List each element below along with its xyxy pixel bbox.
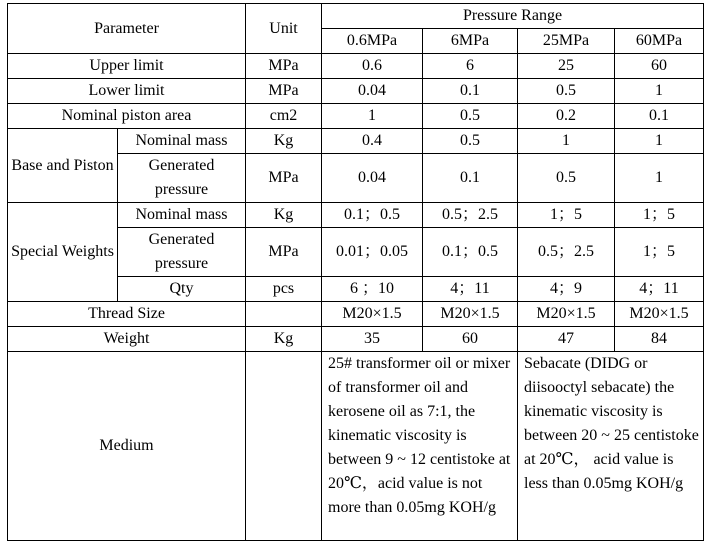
cell-value: 0.04 — [322, 79, 423, 104]
cell-value: 1 — [615, 129, 704, 154]
row-label: Upper limit — [8, 54, 246, 79]
row-label: Generated pressure — [118, 154, 246, 203]
row-unit: MPa — [246, 228, 322, 277]
cell-value: M20×1.5 — [615, 302, 704, 327]
row-base-nominal-mass — [8, 129, 704, 154]
header-range-60mpa: 60MPa — [615, 29, 704, 54]
cell-value: 35 — [322, 327, 423, 352]
row-weight — [8, 327, 704, 352]
row-label: Nominal mass — [118, 129, 246, 154]
cell-value: 4；11 — [615, 277, 704, 302]
cell-value: 6 ；10 — [322, 277, 423, 302]
cell-value: 0.1 — [615, 104, 704, 129]
header-range-0-6mpa: 0.6MPa — [322, 29, 423, 54]
row-label: Weight — [8, 327, 246, 352]
row-unit: cm2 — [246, 104, 322, 129]
medium-oil-mix-text: 25# transformer oil or mixer of transformer oil and kerosene oil as 7:1, the kinematic viscosity is between 9 ~ 12 centistoke at 20℃，acid value is not more than 0.05mg KOH/g — [322, 352, 518, 541]
medium-sebacate-text: Sebacate (DIDG or diisooctyl sebacate) the kinematic viscosity is between 20 ~ 25 centistoke at 20℃， acid value is less than 0.05mg KOH/g — [518, 352, 704, 541]
row-label: Qty — [118, 277, 246, 302]
row-piston-area — [8, 104, 704, 129]
cell-value: M20×1.5 — [518, 302, 615, 327]
group-label-special-weights: Special Weights — [8, 203, 118, 302]
row-special-nominal-mass — [8, 203, 704, 228]
row-label: Medium — [8, 352, 246, 541]
cell-value: 25 — [518, 54, 615, 79]
header-unit: Unit — [246, 4, 322, 54]
header-parameter: Parameter — [8, 4, 246, 54]
cell-value: 1 — [615, 154, 704, 203]
cell-value: 0.5；2.5 — [518, 228, 615, 277]
cell-value: 60 — [615, 54, 704, 79]
cell-value: 0.1 — [423, 79, 518, 104]
row-unit — [246, 352, 322, 541]
header-range-6mpa: 6MPa — [423, 29, 518, 54]
header-pressure-range: Pressure Range — [322, 4, 704, 29]
row-unit: MPa — [246, 154, 322, 203]
row-unit: pcs — [246, 277, 322, 302]
cell-value: 1；5 — [615, 203, 704, 228]
cell-value: 0.01；0.05 — [322, 228, 423, 277]
cell-value: 1；5 — [615, 228, 704, 277]
row-unit: Kg — [246, 327, 322, 352]
cell-value: 0.5 — [423, 104, 518, 129]
cell-value: M20×1.5 — [423, 302, 518, 327]
cell-value: 4；9 — [518, 277, 615, 302]
row-label: Generated pressure — [118, 228, 246, 277]
cell-value: 84 — [615, 327, 704, 352]
group-label-base-piston: Base and Piston — [8, 129, 118, 203]
row-label: Lower limit — [8, 79, 246, 104]
cell-value: 4；11 — [423, 277, 518, 302]
cell-value: 0.5 — [423, 129, 518, 154]
cell-value: 60 — [423, 327, 518, 352]
header-range-25mpa: 25MPa — [518, 29, 615, 54]
row-unit: MPa — [246, 54, 322, 79]
cell-value: 0.6 — [322, 54, 423, 79]
cell-value: 0.1 — [423, 154, 518, 203]
cell-value: 0.2 — [518, 104, 615, 129]
row-label: Thread Size — [8, 302, 246, 327]
cell-value: M20×1.5 — [322, 302, 423, 327]
cell-value: 1 — [615, 79, 704, 104]
cell-value: 0.1；0.5 — [423, 228, 518, 277]
cell-value: 47 — [518, 327, 615, 352]
row-unit: MPa — [246, 79, 322, 104]
row-upper-limit — [8, 54, 704, 79]
cell-value: 0.5 — [518, 154, 615, 203]
cell-value: 1 — [518, 129, 615, 154]
cell-value: 0.04 — [322, 154, 423, 203]
cell-value: 6 — [423, 54, 518, 79]
header-row-top — [8, 4, 704, 29]
row-label: Nominal piston area — [8, 104, 246, 129]
cell-value: 1 — [322, 104, 423, 129]
cell-value: 0.1；0.5 — [322, 203, 423, 228]
row-unit: Kg — [246, 203, 322, 228]
row-lower-limit — [8, 79, 704, 104]
row-unit: Kg — [246, 129, 322, 154]
row-thread-size — [8, 302, 704, 327]
cell-value: 0.4 — [322, 129, 423, 154]
row-unit — [246, 302, 322, 327]
row-label: Nominal mass — [118, 203, 246, 228]
cell-value: 1；5 — [518, 203, 615, 228]
cell-value: 0.5；2.5 — [423, 203, 518, 228]
row-medium — [8, 352, 704, 541]
specification-table — [7, 3, 704, 541]
cell-value: 0.5 — [518, 79, 615, 104]
